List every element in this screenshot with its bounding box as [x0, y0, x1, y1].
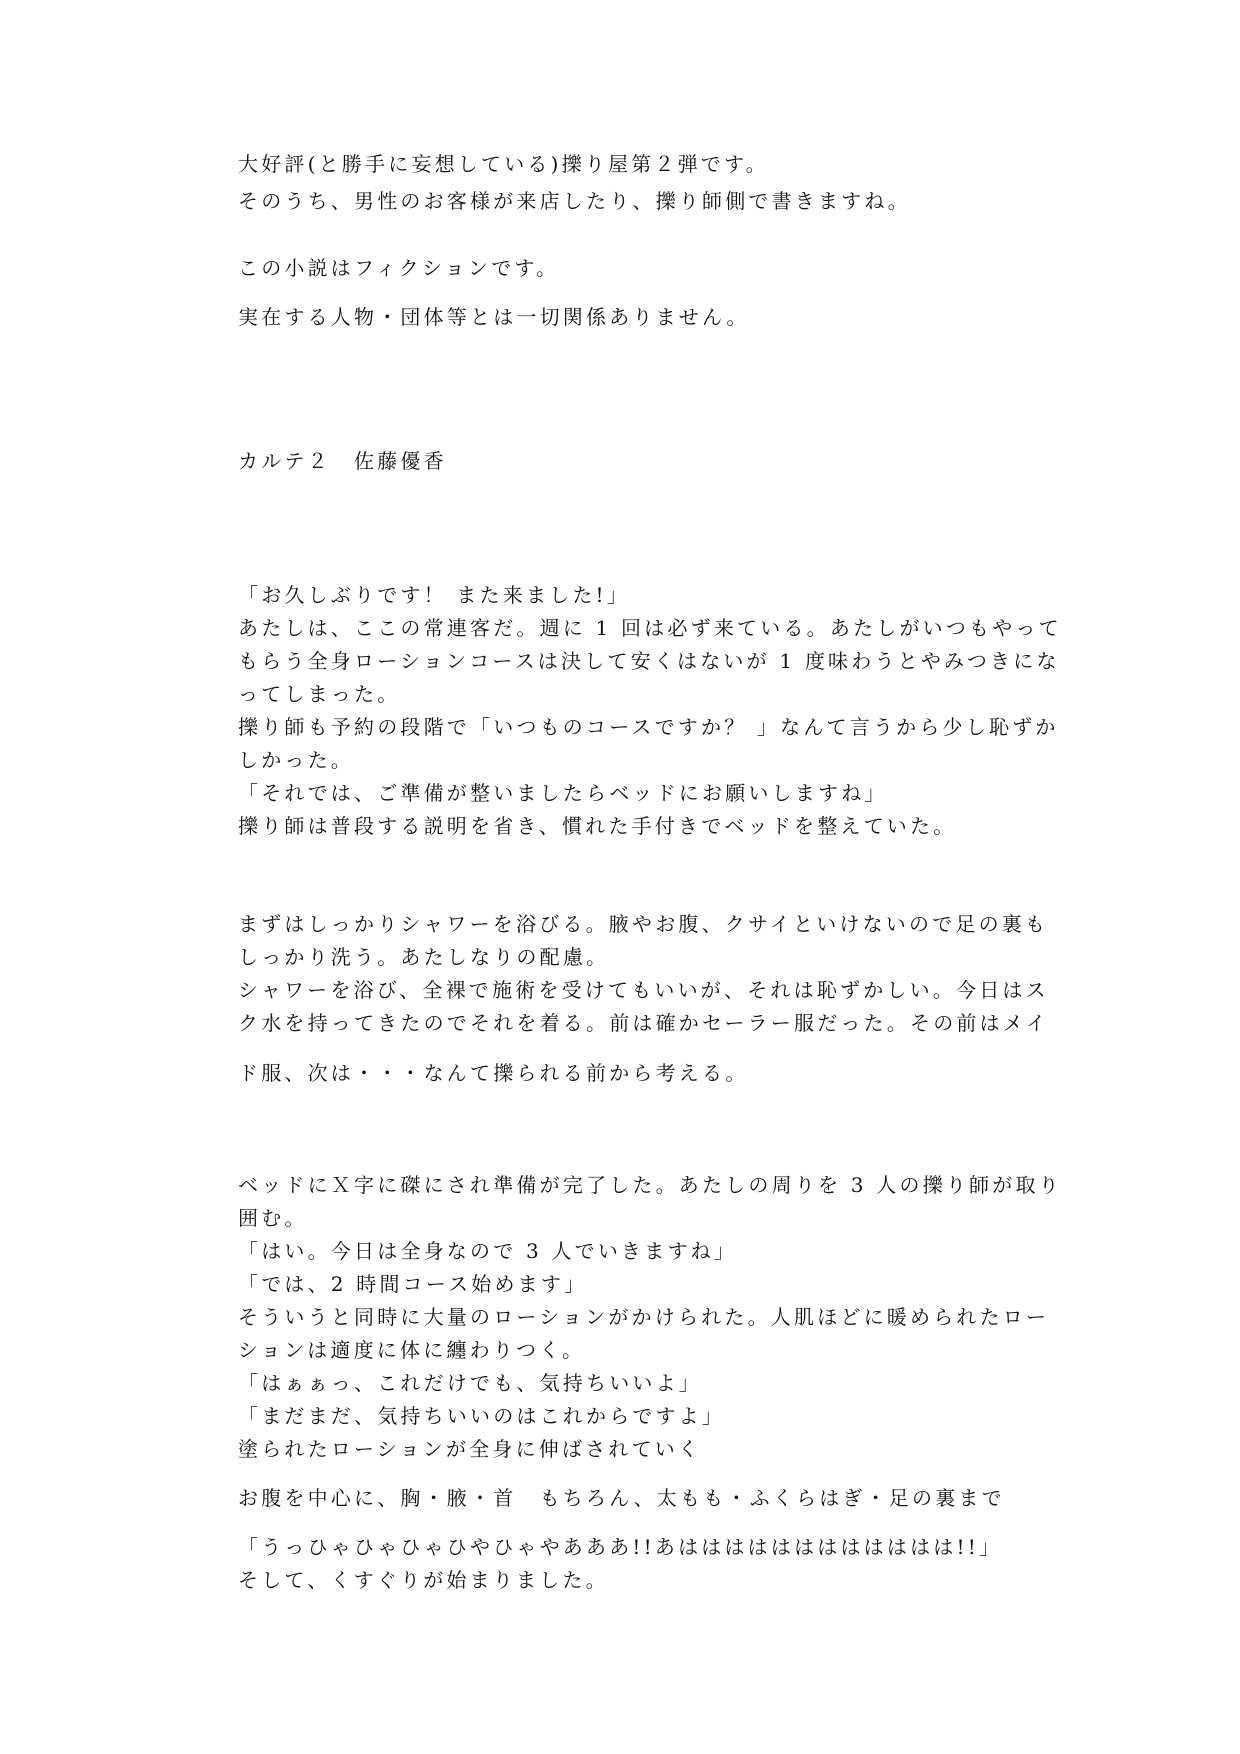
paragraph-line: シャワーを浴び、全裸で施術を受けてもいいが、それは恥ずかしい。今日はス [238, 978, 1049, 1002]
paragraph-line: ベッドにＸ字に磔にされ準備が完了した。あたしの周りを 3 人の擽り師が取り [238, 1173, 1062, 1197]
paragraph-line: あたしは、ここの常連客だ。週に 1 回は必ず来ている。あたしがいつもやって [238, 616, 1062, 640]
disclaimer-line-1: この小説はフィクションです。 [238, 256, 560, 280]
paragraph-line: お腹を中心に、胸・腋・首 もちろん、太もも・ふくらはぎ・足の裏まで [238, 1486, 1005, 1510]
paragraph-line: 「では、2 時間コース始めます」 [238, 1272, 588, 1296]
paragraph-line: 「うっひゃひゃひゃひやひゃやあああ!!あはははははははははははは!!」 [238, 1535, 1003, 1559]
paragraph-line: ド服、次は・・・なんて擽られる前から考える。 [238, 1061, 749, 1085]
paragraph-line: まずはしっかりシャワーを浴びる。腋やお腹、クサイといけないので足の裏も [238, 912, 1049, 936]
paragraph-line: もらう全身ローションコースは決して安くはないが 1 度味わうとやみつきにな [238, 649, 1060, 673]
paragraph-line: 「それでは、ご準備が整いましたらベッドにお願いしますね」 [238, 781, 888, 805]
intro-line-1: 大好評(と勝手に妄想している)擽り屋第２弾です。 [238, 152, 769, 176]
paragraph-line: そういうと同時に大量のローションがかけられた。人肌ほどに暖められたロー [238, 1305, 1050, 1329]
paragraph-line: 擽り師も予約の段階で「いつものコースですか？ 」なんて言うから少し恥ずか [238, 715, 1059, 739]
paragraph-line: 「はい。今日は全身なので 3 人でいきますね」 [238, 1239, 738, 1263]
paragraph-line: 擽り師は普段する説明を省き、慣れた手付きでベッドを整えていた。 [238, 814, 957, 838]
paragraph-line: そして、くすぐりが始まりました。 [238, 1568, 609, 1592]
paragraph-line: 「まだまだ、気持ちいいのはこれからですよ」 [238, 1404, 725, 1428]
paragraph-line: しっかり洗う。あたしなりの配慮。 [238, 945, 610, 969]
paragraph-line: 「お久しぶりです！ また来ました!」 [238, 583, 630, 607]
paragraph-line: ク水を持ってきたのでそれを着る。前は確かセーラー服だった。その前はメイ [238, 1011, 1049, 1035]
paragraph-line: 「はぁぁっ、これだけでも、気持ちいいよ」 [238, 1371, 702, 1395]
paragraph-line: しかった。 [238, 748, 354, 772]
paragraph-line: ションは適度に体に纏わりつく。 [238, 1338, 586, 1362]
intro-line-2: そのうち、男性のお客様が来店したり、擽り師側で書きますね。 [238, 189, 911, 213]
disclaimer-line-2: 実在する人物・団体等とは一切関係ありません。 [238, 305, 750, 329]
paragraph-line: 塗られたローションが全身に伸ばされていく [238, 1437, 702, 1461]
paragraph-line: ってしまった。 [238, 682, 401, 706]
chapter-title: カルテ２ 佐藤優香 [238, 449, 447, 473]
paragraph-line: 囲む。 [238, 1206, 308, 1230]
